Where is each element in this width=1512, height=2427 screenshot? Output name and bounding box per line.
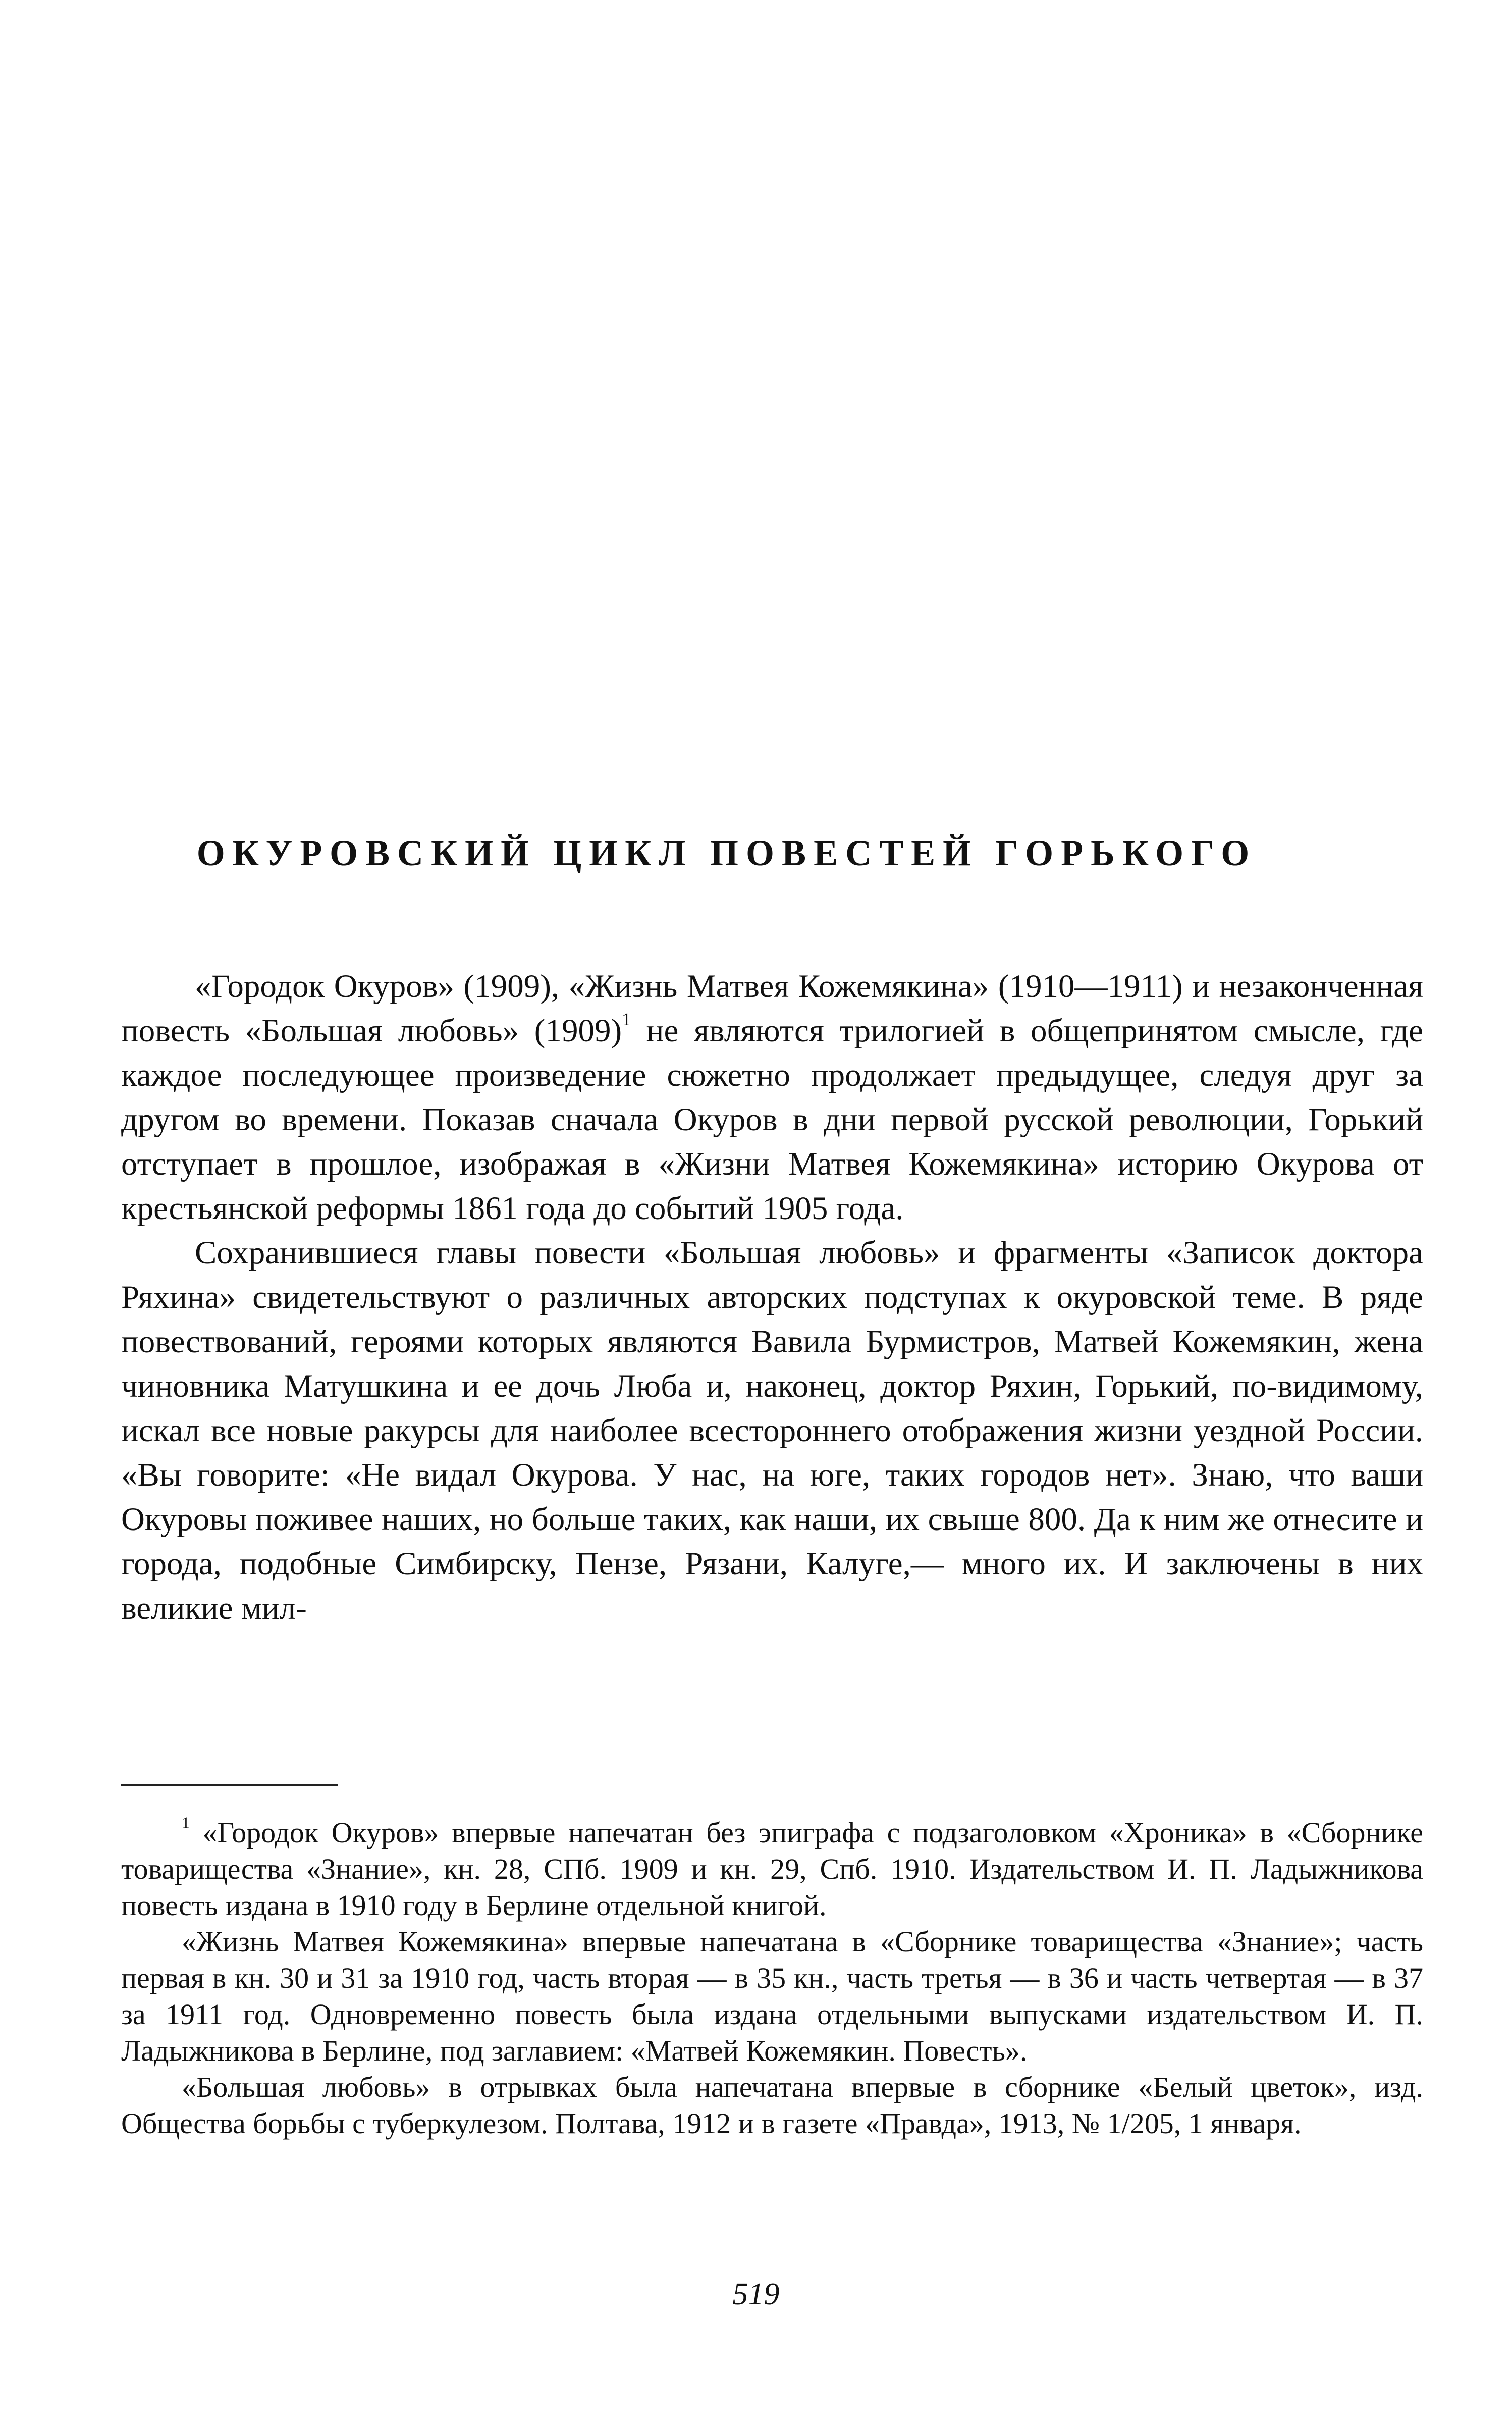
paragraph-text: «Городок Окуров» (1909), «Жизнь Матвея Кожемякина» (1910—1911) и незаконченная повесть «Большая любовь» (1909): [121, 968, 1423, 1049]
footnote: [121, 1924, 1423, 2069]
paragraph: [121, 964, 1423, 1231]
chapter-title: ОКУРОВСКИЙ ЦИКЛ ПОВЕСТЕЙ ГОРЬКОГО: [196, 833, 1257, 873]
footnote-text: «Большая любовь» в отрывках была напечатана впервые в сборнике «Белый цветок», изд. Общества борьбы с туберкулезом. Полтава, 1912 и в газете «Правда», 1913, № 1/205, 1 января.: [121, 2071, 1423, 2140]
footnote-text: «Жизнь Матвея Кожемякина» впервые напечатана в «Сборнике товарищества «Знание»; часть первая в кн. 30 и 31 за 1910 год, часть вторая — в 35 кн., часть третья — в 36 и часть четвертая — в 37 за 1911 год. Одновременно повесть была издана отдельными выпусками издательством И. П. Ладыжникова в Берлине, под заглавием: «Матвей Кожемякин. Повесть».: [121, 1925, 1423, 2067]
footnotes: [121, 1815, 1423, 2142]
footnote: [121, 2069, 1423, 2142]
paragraph-text: не являются трилогией в общепринятом смысле, где каждое последующее произведение сюжетно продолжает предыдущее, следуя друг за другом во времени. Показав сначала Окуров в дни первой русской революции, Горький отступает в прошлое, изображая в «Жизни Матвея Кожемякина» историю Окурова от крестьянской реформы 1861 года до событий 1905 года.: [121, 1013, 1423, 1227]
footnote-marker: 1: [182, 1814, 190, 1832]
footnote: [121, 1815, 1423, 1924]
page-number: 519: [732, 2277, 780, 2311]
footnote-reference: 1: [622, 1009, 631, 1029]
footnote-divider: [121, 1784, 338, 1786]
paragraph-text: Сохранившиеся главы повести «Большая любовь» и фрагменты «Записок доктора Ряхина» свидетельствуют о различных авторских подступах к окуровской теме. В ряде повествований, героями которых являются Вавила Бурмистров, Матвей Кожемякин, жена чиновника Матушкина и ее дочь Люба и, наконец, доктор Ряхин, Горький, по-видимому, искал все новые ракурсы для наиболее всестороннего отображения жизни уездной России. «Вы говорите: «Не видал Окурова. У нас, на юге, таких городов нет». Знаю, что ваши Окуровы поживее наших, но больше таких, как наши, их свыше 800. Да к ним же отнесите и города, подобные Симбирску, Пензе, Рязани, Калуге,— много их. И заключены в них великие мил-: [121, 1235, 1423, 1626]
body-text: [121, 964, 1423, 1630]
footnote-text: «Городок Окуров» впервые напечатан без эпиграфа с подзаголовком «Хроника» в «Сборнике товарищества «Знание», кн. 28, СПб. 1909 и кн. 29, Спб. 1910. Издательством И. П. Ладыжникова повесть издана в 1910 году в Берлине отдельной книгой.: [121, 1816, 1423, 1922]
paragraph: [121, 1231, 1423, 1630]
